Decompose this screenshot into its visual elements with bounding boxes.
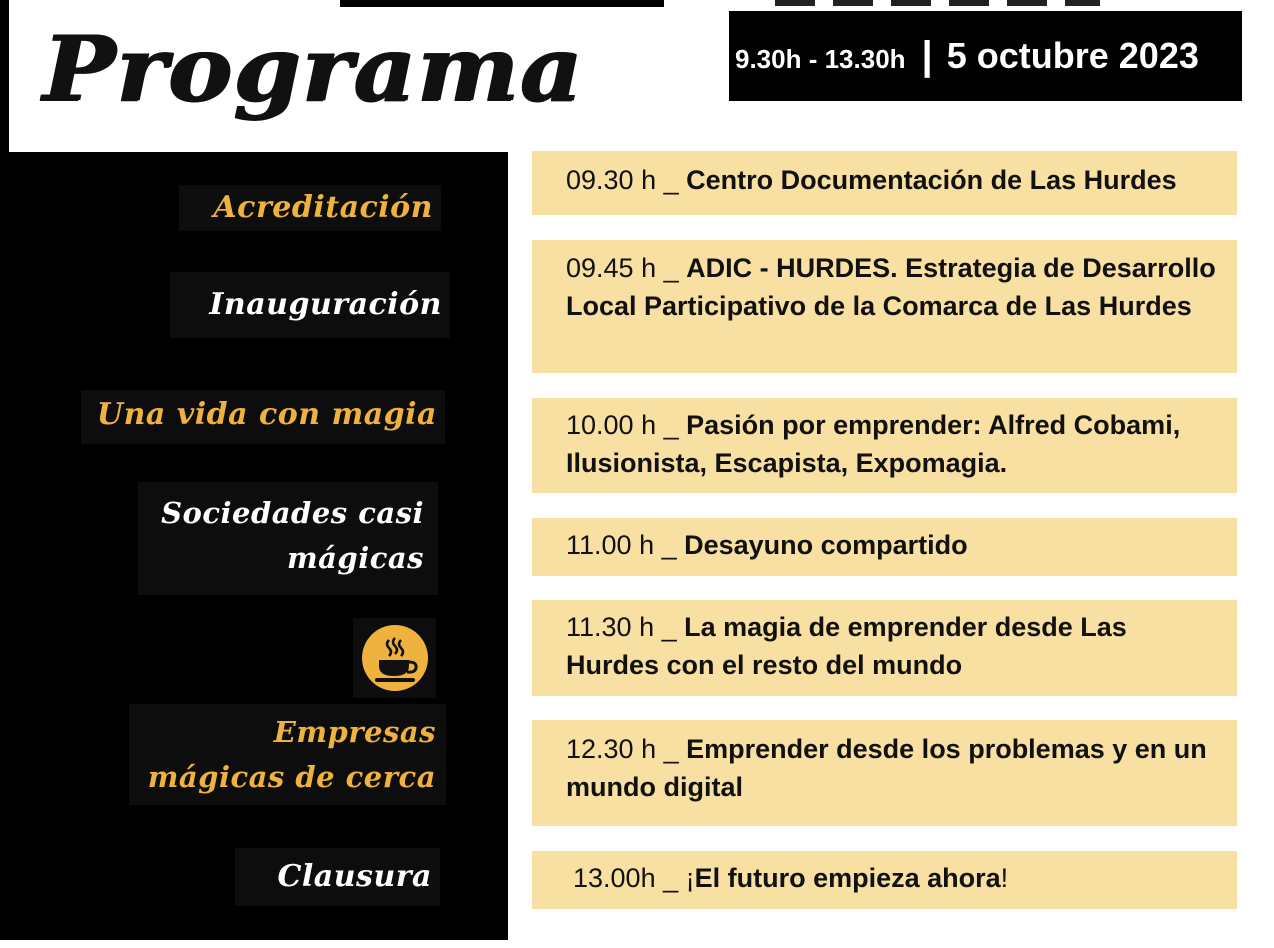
schedule-time: 10.00 h _: [566, 410, 687, 440]
schedule-title: La magia de emprender desde Las Hurdes con el resto del mundo: [566, 612, 1127, 680]
schedule-suffix: !: [1000, 863, 1009, 893]
schedule-description: Estrategia de Desarrollo Local Participativo de la Comarca de Las Hurdes: [566, 253, 1216, 321]
section-label-text: Una vida con magia: [96, 397, 437, 432]
schedule-item: [532, 518, 1237, 576]
schedule-title: Pasión por emprender: Alfred Cobami,: [686, 410, 1181, 440]
section-label-line: mágicas: [286, 541, 424, 575]
schedule-time: 09.45 h _: [566, 253, 687, 283]
schedule-item: [532, 720, 1237, 826]
title-top-bar: [340, 0, 664, 7]
schedule-title: ADIC - HURDES.: [686, 253, 898, 283]
date-banner: [729, 11, 1242, 101]
schedule-item: [532, 240, 1237, 373]
schedule-time: 13.00h _: [573, 863, 686, 893]
section-label-empresas: [129, 704, 446, 805]
section-label-clausura: [235, 848, 440, 906]
schedule-time: 11.30 h _: [566, 612, 685, 642]
section-label-line: mágicas de cerca: [147, 760, 436, 794]
schedule-item: [532, 851, 1237, 909]
section-label-sociedades: [138, 482, 438, 595]
coffee-break-marker: [353, 618, 436, 698]
schedule-item: [532, 600, 1237, 696]
schedule-time: 12.30 h _: [566, 734, 687, 764]
section-label-inauguracion: [170, 272, 450, 338]
schedule-item: [532, 151, 1237, 215]
schedule-prefix: ¡: [685, 863, 695, 893]
schedule-title: Desayuno compartido: [684, 530, 968, 560]
schedule-time: 11.00 h _: [566, 530, 685, 560]
event-date: 5 octubre 2023: [946, 35, 1199, 76]
schedule-time: 09.30 h _: [566, 165, 687, 195]
section-label-line: Empresas: [273, 715, 436, 749]
schedule-title: Centro Documentación de Las Hurdes: [686, 165, 1177, 195]
time-range: 9.30h - 13.30h: [735, 43, 906, 74]
cropped-header-fragment: [775, 0, 1100, 6]
schedule-item: [532, 398, 1237, 493]
section-label-text: Inauguración: [209, 287, 442, 322]
coffee-cup-icon: [361, 624, 429, 692]
section-label-text: Clausura: [277, 859, 432, 894]
schedule-title: Emprender desde los problemas y en un mundo digital: [566, 734, 1207, 802]
section-label-una-vida-con-magia: [81, 390, 445, 444]
section-label-acreditacion: [179, 185, 441, 231]
page-title: Programa: [42, 16, 583, 122]
section-label-text: Acreditación: [213, 190, 433, 225]
schedule-description: Ilusionista, Escapista, Expomagia.: [566, 448, 1008, 478]
schedule-title: El futuro empieza ahora: [694, 863, 1001, 893]
date-separator: |: [921, 33, 933, 78]
section-label-line: Sociedades casi: [161, 496, 424, 530]
